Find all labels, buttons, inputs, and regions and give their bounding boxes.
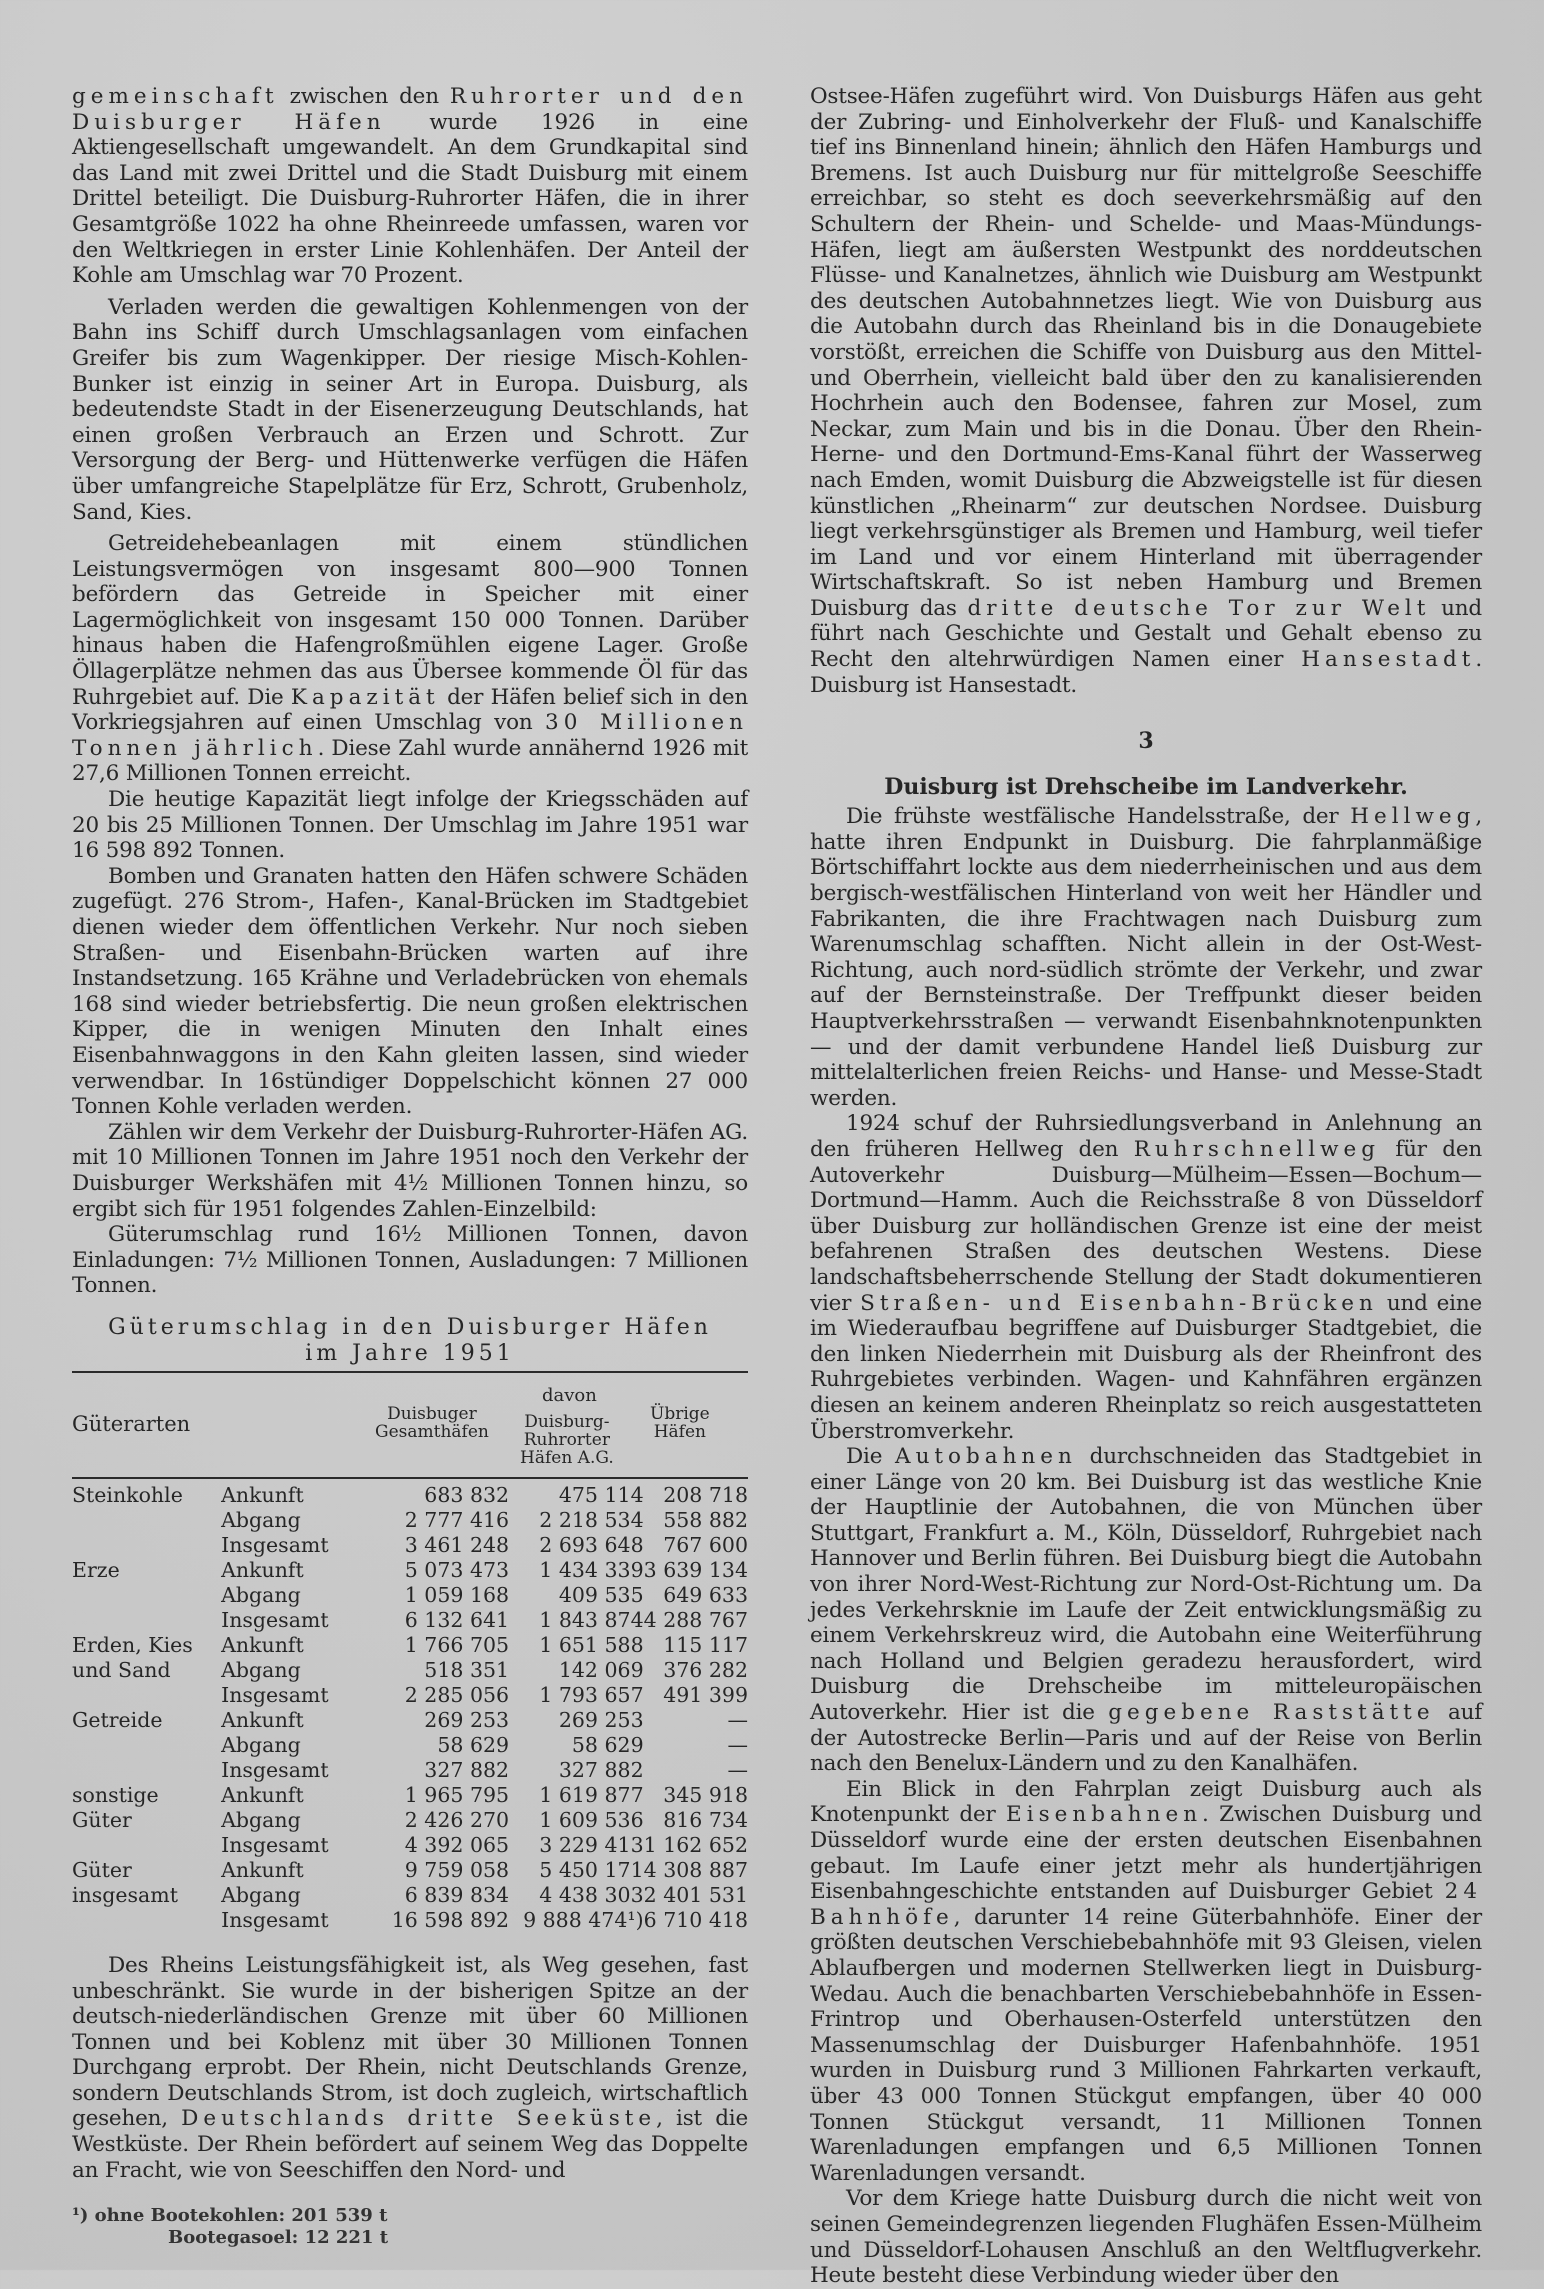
total-cell: 1 965 795 [404, 1782, 510, 1807]
header-category: Güterarten [72, 1411, 191, 1436]
text: und eine im Wiederaufbau begriffene auf Duisburger Stadtgebiet, die den linken Niederrhein mit Duisburg als der Rheinfront des Ruhrgebietes verbinden. Wagen- und Kahnfähren ergänzen diesen an keinem anderen Rheinplatz so reich ausgestatteten Überstromverkehr. [810, 1290, 1482, 1444]
text: , hatte ihren Endpunkt in Duisburg. Die fahrplanmäßige Börtschiffahrt lockte aus dem niederrheinischen und aus dem bergisch-westfälischen Hinterland von weit her Händler und Fabrikanten, die ihre Frachtwagen nach Duisburg zum Warenumschlag schafften. Nicht allein in der Ost-West-Richtung, auch nord-südlich strömte der Verkehr, und zwar auf der Bernsteinstraße. Der Treffpunkt dieser beiden Hauptverkehrsstraßen — verwandt Eisenbahnknotenpunkten — und der damit verbundene Handel ließ Duisburg zur mittelalterlichen freien Reichs- und Hanse- und Messe-Stadt werden. [810, 804, 1482, 1111]
ruhrort-cell: 327 882 [558, 1757, 644, 1782]
total-cell: 2 426 270 [404, 1807, 510, 1832]
ruhrort-cell: 1 793 657 [539, 1682, 644, 1707]
table-row [72, 1533, 748, 1558]
category-cell: sonstige [72, 1782, 159, 1807]
other-cell: — [727, 1707, 748, 1732]
category-cell: und Sand [72, 1657, 171, 1682]
emphasis-text: gemeinschaft [72, 84, 279, 109]
total-cell: 9 759 058 [404, 1857, 510, 1882]
paragraph: Bomben und Granaten hatten den Häfen schwere Schäden zugefügt. 276 Strom-, Hafen-, Kanal-Brücken im Stadtgebiet dienen wieder dem öffentlichen Verkehr. Nur noch sieben Straßen- und Eisenbahn-Brücken warten auf ihre Instandsetzung. 165 Krähne und Verladebrücken von ehemals 168 sind wieder betriebsfertig. Die neun großen elektrischen Kipper, die in wenigen Minuten den Inhalt eines Eisenbahnwaggons in den Kahn gleiten lassen, sind wieder verwendbar. In 16stündiger Doppelschicht können 27 000 Tonnen Kohle verladen werden. [72, 863, 748, 1120]
category-cell: Erze [72, 1557, 120, 1582]
total-cell: 1 766 705 [404, 1632, 510, 1657]
text: 1924 schuf der Ruhrsiedlungsverband in Anlehnung an den früheren Hellweg den [810, 1111, 1482, 1162]
header-line: Übrige [650, 1403, 710, 1424]
header-line: Gesamthäfen [375, 1421, 489, 1442]
paragraph [810, 804, 1482, 1111]
text: Die frühste westfälische Handelsstraße, der [846, 804, 1351, 830]
text: Ostsee-Häfen zugeführt wird. Von Duisburgs Häfen aus geht der Zubring- und Einholverkehr der Fluß- und Kanalschiffe tief ins Binnenland hinein; ähnlich den Häfen Hamburgs und Bremens. Ist auch Duisburg nur für mittelgroße Seeschiffe erreichbar, so steht es doch seeverkehrsmäßig auf den Schultern der Rhein- und Schelde- und Maas-Mündungs-Häfen, liegt am äußersten Westpunkt des norddeutschen Flüsse- und Kanalnetzes, ähnlich wie Duisburg am Westpunkt des deutschen Autobahnnetzes liegt. Wie von Duisburg aus die Autobahn durch das Rheinland bis in die Donaugebiete vorstößt, erreichen die Schiffe von Duisburg aus den Mittel- und Oberrhein, vielleicht bald über den zu kanalisierenden Hochrhein auch den Bodensee, fahren zur Mosel, zum Neckar, zum Main und bis in die Donau. Über den Rhein-Herne- und den Dortmund-Ems-Kanal führt der Wasserweg nach Emden, womit Duisburg die Abzweigstelle ist für diesen künstlichen „Rheinarm“ zur deutschen Nordsee. Duisburg liegt verkehrsgünstiger als Bremen und Hamburg, weil tiefer im Land und vor einem Hinterland mit überragender Wirtschaftskraft. So ist neben Hamburg und Bremen Duisburg das [810, 84, 1482, 621]
type-cell: Abgang [221, 1807, 301, 1832]
divider [72, 1477, 748, 1479]
text: zwischen den [278, 84, 450, 109]
text: Getreidehebeanlagen mit einem stündlichen Leistungsvermögen von insgesamt 800—900 Tonnen befördern das Getreide in Speicher mit einer Lagermöglichkeit von insgesamt 150 000 Tonnen. Darüber hinaus haben die Hafengroßmühlen eigene Lager. Große Öllagerplätze nehmen das aus Übersee kommende Öl für das Ruhrgebiet auf. Die [72, 531, 748, 710]
table-row [72, 1833, 748, 1858]
paragraph [810, 1111, 1482, 1444]
ruhrort-cell: 58 629 [571, 1732, 644, 1757]
paragraph: Zählen wir dem Verkehr der Duisburg-Ruhrorter-Häfen AG. mit 10 Millionen Tonnen im Jahre 1951 noch den Verkehr der Duisburger Werkshäfen mit 4½ Millionen Tonnen hinzu, so ergibt sich für 1951 folgendes Zahlen-Einzelbild: [72, 1119, 748, 1222]
type-cell: Abgang [221, 1882, 301, 1907]
emphasis-text: Hellweg [1350, 804, 1476, 830]
other-cell: 4 308 887 [643, 1857, 748, 1882]
table-row [72, 1633, 748, 1658]
table-header [72, 1377, 748, 1473]
category-cell: insgesamt [72, 1882, 178, 1907]
table-row [72, 1583, 748, 1608]
total-cell: 327 882 [424, 1757, 510, 1782]
total-cell: 6 839 834 [404, 1882, 510, 1907]
table-row [72, 1858, 748, 1883]
total-cell: 269 253 [424, 1707, 510, 1732]
header-davon: davon [542, 1384, 597, 1406]
category-cell [72, 1608, 221, 1633]
category-cell [72, 1908, 221, 1933]
ruhrort-cell: 9 888 474¹) [523, 1907, 644, 1932]
emphasis-text: 24 Bahnhöfe [810, 1879, 1482, 1930]
text: , ist die Westküste. Der Rhein befördert auf seinem Weg das Doppelte an Fracht, wie von Seeschiffen den Nord- und [72, 2106, 748, 2183]
category-cell [72, 1683, 221, 1708]
paragraph: Vor dem Kriege hatte Duisburg durch die nicht weit von seinen Gemeindegrenzen liegenden Flughäfen Essen-Mülheim und Düsseldorf-Lohausen Anschluß an den Weltflugverkehr. Heute besteht diese Verbindung wieder über den [810, 2186, 1482, 2289]
table-row [72, 1708, 748, 1733]
emphasis-text: Ruhrorter und den Duisburger Häfen [72, 84, 749, 135]
emphasis-text: dritte deutsche Tor zur Welt [967, 595, 1431, 621]
table-row [72, 1608, 748, 1633]
emphasis-text: Deutschlands dritte Seeküste [181, 2106, 657, 2132]
text: . Diese Zahl wurde annähernd 1926 mit 27,6 Millionen Tonnen erreicht. [72, 735, 749, 787]
other-cell: 491 399 [663, 1682, 748, 1707]
ruhrort-cell: 2 218 534 [539, 1507, 644, 1532]
header-ruhrort [520, 1413, 614, 1467]
paragraph [72, 531, 748, 787]
text: . Zwischen Duisburg und Düsseldorf wurde eine der ersten deutschen Eisenbahnen gebaut. Im Laufe einer jetzt mehr als hundertjährigen Eisenbahngeschichte entstanden auf Duisburger Gebiet [810, 1802, 1482, 1905]
ruhrort-cell: 409 535 [558, 1582, 644, 1607]
category-cell [72, 1533, 221, 1558]
ruhrort-cell: 1 651 588 [539, 1632, 644, 1657]
type-cell: Abgang [221, 1507, 301, 1532]
table-row [72, 1908, 748, 1933]
text: auf der Autostrecke Berlin—Paris und auf der Reise von Berlin nach den Benelux-Ländern und zu den Kanalhäfen. [810, 1700, 1482, 1777]
total-cell: 6 132 641 [404, 1607, 510, 1632]
ruhrort-cell: 142 069 [558, 1657, 644, 1682]
table-row [72, 1733, 748, 1758]
other-cell: 345 918 [663, 1782, 748, 1807]
other-cell: — [727, 1732, 748, 1757]
emphasis-text: Straßen- und Eisenbahn-Brücken [860, 1290, 1378, 1316]
ruhrort-cell: 4 438 303 [539, 1882, 644, 1907]
category-cell: Erden, Kies [72, 1632, 193, 1657]
type-cell: Ankunft [221, 1632, 304, 1657]
paragraph [810, 84, 1482, 698]
emphasis-text: gegebene Raststätte [1108, 1700, 1435, 1726]
type-cell: Insgesamt [221, 1607, 329, 1632]
header-line: Häfen A.G. [520, 1447, 614, 1468]
ruhrort-cell: 475 114 [558, 1482, 644, 1507]
other-cell: 767 600 [663, 1532, 748, 1557]
table-subtitle: im Jahre 1951 [305, 1340, 515, 1366]
other-cell: 3 639 134 [643, 1557, 748, 1582]
table-row [72, 1508, 748, 1533]
text: , darunter 14 reine Güterbahnhöfe. Einer der größten deutschen Verschiebebahnhöfe mit 93 Gleisen, vielen Ablaufbergen und modernen Stellwerken liegt in Duisburg-Wedau. Auch die benachbarten Verschiebebahnhöfe in Essen-Frintrop und Oberhausen-Osterfeld unterstützen den Massenumschlag der Duisburger Hafenbahnhöfe. 1951 wurden in Duisburg rund 3 Millionen Fahrkarten verkauft, über 43 000 Tonnen Stückgut empfangen, über 40 000 Tonnen Stückgut versandt, 11 Millionen Tonnen Warenladungen empfangen und 6,5 Millionen Tonnen Warenladungen versandt. [810, 1904, 1482, 2186]
type-cell: Ankunft [221, 1707, 304, 1732]
header-line: Ruhrorter [523, 1429, 610, 1450]
other-cell: 115 117 [663, 1632, 748, 1657]
text: Des Rheins Leistungsfähigkeit ist, als Weg gesehen, fast unbeschränkt. Sie wurde in der bisherigen Spitze an der deutsch-niederländischen Grenze mit über 60 Millionen Tonnen und bei Koblenz mit über 30 Millionen Tonnen Durchgang erprobt. Der Rhein, nicht Deutschlands Grenze, sondern Deutschlands Strom, ist doch zugleich, wirtschaftlich gesehen, [72, 1952, 748, 2132]
text: der Häfen belief sich in den Vorkriegsjahren auf einen Umschlag von [72, 684, 748, 736]
total-cell: 58 629 [437, 1732, 510, 1757]
type-cell: Insgesamt [221, 1757, 329, 1782]
total-cell: 4 392 065 [404, 1832, 510, 1857]
emphasis-text: Hansestadt [1301, 647, 1476, 673]
emphasis-text: 30 Millionen Tonnen jährlich [72, 710, 748, 761]
ruhrort-cell: 1 609 536 [539, 1807, 644, 1832]
category-cell: Güter [72, 1857, 132, 1882]
category-cell: Steinkohle [72, 1482, 183, 1507]
type-cell: Insgesamt [221, 1532, 329, 1557]
ruhrort-cell: 269 253 [558, 1707, 644, 1732]
table-row [72, 1483, 748, 1508]
table-row [72, 1658, 748, 1683]
table-row [72, 1758, 748, 1783]
type-cell: Insgesamt [221, 1832, 329, 1857]
total-cell: 2 285 056 [404, 1682, 510, 1707]
ruhrort-cell: 2 693 648 [539, 1532, 644, 1557]
type-cell: Ankunft [221, 1557, 304, 1582]
left-column [72, 84, 748, 2249]
type-cell: Abgang [221, 1732, 301, 1757]
total-cell: 16 598 892 [391, 1907, 510, 1932]
category-cell [72, 1758, 221, 1783]
category-cell: Getreide [72, 1707, 163, 1732]
other-cell: 1 162 652 [643, 1832, 748, 1857]
emphasis-text: Autobahnen [895, 1444, 1077, 1470]
paragraph [72, 1953, 748, 2183]
table-body [72, 1483, 748, 1933]
footnote-line: Bootegasoel: 12 221 t [168, 2227, 389, 2249]
table-row [72, 1683, 748, 1708]
type-cell: Abgang [221, 1657, 301, 1682]
divider [72, 1371, 748, 1373]
other-cell: — [727, 1757, 748, 1782]
freight-table [72, 1315, 748, 1933]
type-cell: Ankunft [221, 1482, 304, 1507]
other-cell: 558 882 [663, 1507, 748, 1532]
table-row [72, 1783, 748, 1808]
type-cell: Abgang [221, 1582, 301, 1607]
other-cell: 2 401 531 [643, 1882, 748, 1907]
category-cell [72, 1583, 221, 1608]
total-cell: 5 073 473 [404, 1557, 510, 1582]
paragraph: Die heutige Kapazität liegt infolge der Kriegsschäden auf 20 bis 25 Millionen Tonnen. Der Umschlag im Jahre 1951 war 16 598 892 Tonnen. [72, 787, 748, 864]
table-title: Güterumschlag in den Duisburger Häfen [108, 1314, 712, 1340]
header-line: Duisburg- [524, 1411, 610, 1432]
header-line: Duisbuger [387, 1403, 477, 1424]
category-cell [72, 1508, 221, 1533]
footnote [72, 2205, 748, 2249]
ruhrort-cell: 1 843 874 [539, 1607, 644, 1632]
paragraph: Güterumschlag rund 16½ Millionen Tonnen, davon Einladungen: 7½ Millionen Tonnen, Ausladungen: 7 Millionen Tonnen. [72, 1222, 748, 1299]
type-cell: Ankunft [221, 1782, 304, 1807]
table-row [72, 1558, 748, 1583]
paragraph [72, 84, 748, 289]
type-cell: Insgesamt [221, 1907, 329, 1932]
ruhrort-cell: 1 619 877 [539, 1782, 644, 1807]
ruhrort-cell: 5 450 171 [539, 1857, 644, 1882]
paragraph [810, 1777, 1482, 2187]
category-cell [72, 1733, 221, 1758]
ruhrort-cell: 1 434 339 [539, 1557, 644, 1582]
footnote-line: ¹) ohne Bootekohlen: 201 539 t [72, 2205, 388, 2227]
other-cell: 649 633 [663, 1582, 748, 1607]
table-row [72, 1883, 748, 1908]
emphasis-text: Ruhrschnellweg [1133, 1136, 1380, 1162]
paragraph: Verladen werden die gewaltigen Kohlenmengen von der Bahn ins Schiff durch Umschlagsanlagen vom einfachen Greifer bis zum Wagenkipper. Der riesige Misch-Kohlen-Bunker ist einzig in seiner Art in Europa. Duisburg, als bedeutendste Stadt in der Eisenerzeugung Deutschlands, hat einen großen Verbrauch an Erzen und Schrott. Zur Versorgung der Berg- und Hüttenwerke verfügen die Häfen über umfangreiche Stapelplätze für Erz, Schrott, Grubenholz, Sand, Kies. [72, 294, 748, 525]
type-cell: Insgesamt [221, 1682, 329, 1707]
other-cell: 6 710 418 [643, 1907, 748, 1932]
category-cell: Güter [72, 1807, 132, 1832]
type-cell: Ankunft [221, 1857, 304, 1882]
text: wurde 1926 in eine Aktiengesellschaft umgewandelt. An dem Grundkapital sind das Land mit zwei Drittel und die Stadt Duisburg mit einem Drittel beteiligt. Die Duisburg-Ruhrorter Häfen, die in ihrer Gesamtgröße 1022 ha ohne Rheinreede umfassen, waren vor den Weltkriegen in erster Linie Kohlenhäfen. Der Anteil der Kohle am Umschlag war 70 Prozent. [72, 109, 749, 289]
text: Die [846, 1444, 896, 1470]
total-cell: 1 059 168 [404, 1582, 510, 1607]
emphasis-text: Kapazität [290, 684, 440, 710]
paragraph [810, 1444, 1482, 1777]
header-other [650, 1405, 710, 1441]
section-number: 3 [1138, 728, 1154, 755]
text: Ein Blick in den Fahrplan zeigt Duisburg auch als Knotenpunkt der [810, 1776, 1482, 1828]
other-cell: 376 282 [663, 1657, 748, 1682]
category-cell [72, 1833, 221, 1858]
total-cell: 3 461 248 [404, 1532, 510, 1557]
text: und führt nach Geschichte und Gestalt und Gehalt ebenso zu Recht den altehrwürdigen Namen einer [810, 595, 1482, 673]
total-cell: 2 777 416 [404, 1507, 510, 1532]
other-cell: 4 288 767 [643, 1607, 748, 1632]
text: durchschneiden das Stadtgebiet in einer Länge von 20 km. Bei Duisburg ist das westliche Knie der Hauptlinie der Autobahnen, die von München über Stuttgart, Frankfurt a. M., Köln, Düsseldorf, Ruhrgebiet nach Hannover und Berlin führen. Bei Duisburg biegt die Autobahn von ihrer Nord-West-Richtung zur Nord-Ost-Richtung um. Da jedes Verkehrsknie im Laufe der Zeit entwicklungsmäßig zu einem Verkehrskreuz wird, die Autobahn eine Weiterführung nach Holland und Belgien geradezu herausfordert, wird Duisburg die Drehscheibe im mitteleuropäischen Autoverkehr. Hier ist die [810, 1444, 1482, 1726]
header-total [375, 1405, 489, 1441]
other-cell: 816 734 [663, 1807, 748, 1832]
other-cell: 208 718 [663, 1482, 748, 1507]
header-line: Häfen [653, 1421, 706, 1442]
right-column [810, 84, 1482, 2289]
section-title: Duisburg ist Drehscheibe im Landverkehr. [884, 774, 1408, 801]
emphasis-text: Eisenbahnen [1006, 1802, 1203, 1828]
total-cell: 518 351 [424, 1657, 510, 1682]
total-cell: 683 832 [424, 1482, 510, 1507]
ruhrort-cell: 3 229 413 [539, 1832, 644, 1857]
text: für den Autoverkehr Duisburg—Mülheim—Essen—Bochum—Dortmund—Hamm. Auch die Reichsstraße 8 von Düsseldorf über Duisburg zur holländischen Grenze ist eine der meist befahrenen Straßen des deutschen Westens. Diese landschaftsbeherrschende Stellung der Stadt dokumentieren vier [810, 1136, 1482, 1316]
text: . Duisburg ist Hansestadt. [810, 647, 1482, 698]
table-row [72, 1808, 748, 1833]
